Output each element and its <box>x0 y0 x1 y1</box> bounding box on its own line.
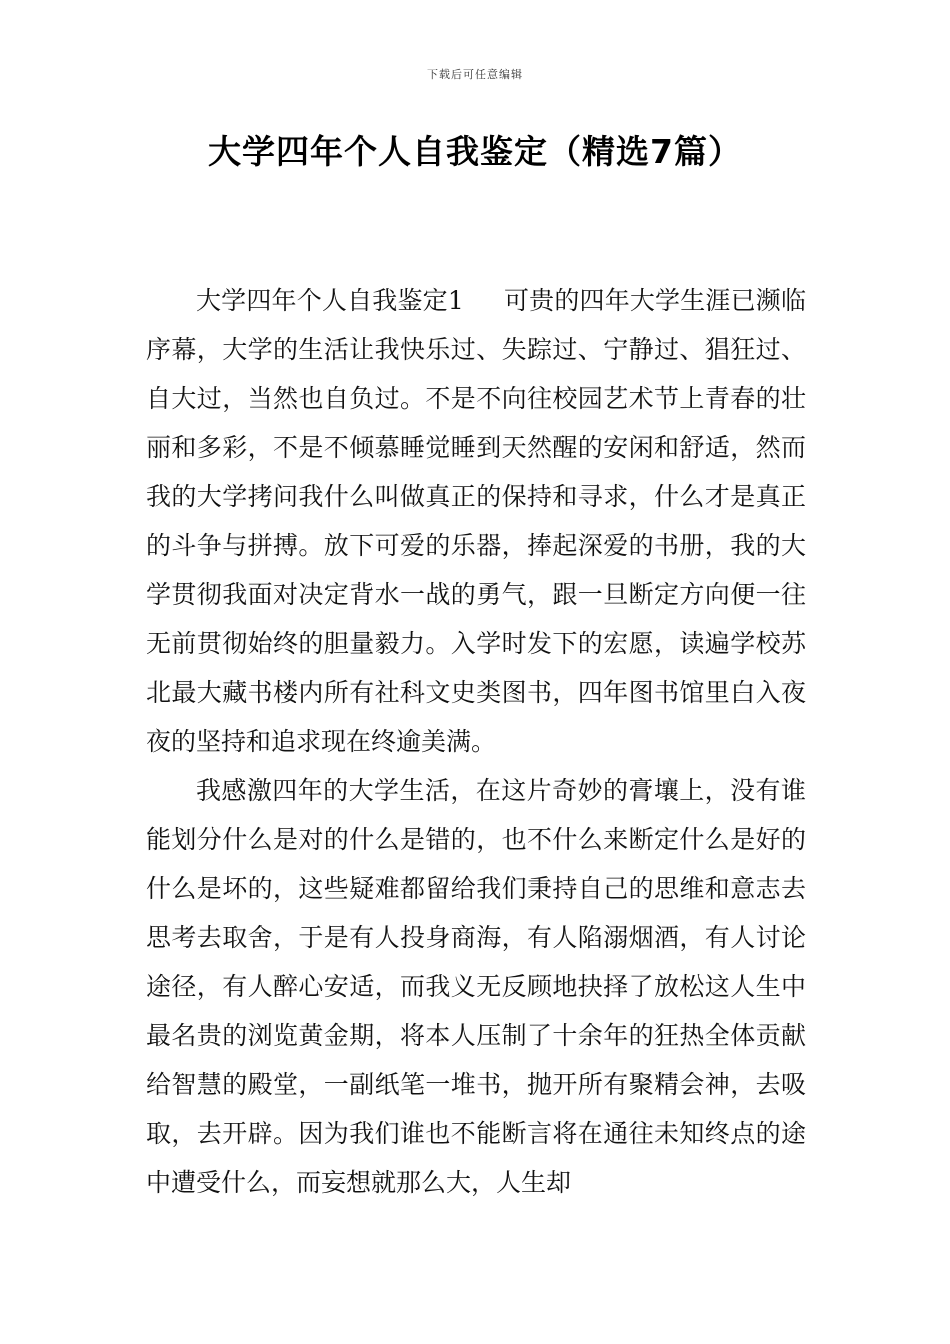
paragraph-1 <box>146 276 806 766</box>
header-note: 下载后可任意编辑 <box>427 68 523 81</box>
paragraph-1-heading: 大学四年个人自我鉴定1 <box>196 286 464 315</box>
document-title: 大学四年个人自我鉴定（精选7篇） <box>208 132 742 171</box>
paragraph-1-text: 可贵的四年大学生涯已濒临序幕，大学的生活让我快乐过、失踪过、宁静过、猖狂过、自大过，当然也自负过。不是不向往校园艺术节上青春的壮丽和多彩，不是不倾慕睡觉睡到天然醒的安闲和舒适，然而我的大学拷问我什么叫做真正的保持和寻求，什么才是真正的斗争与拼搏。放下可爱的乐器，捧起深爱的书册，我的大学贯彻我面对决定背水一战的勇气，跟一旦断定方向便一往无前贯彻始终的胆量毅力。入学时发下的宏愿，读遍学校苏北最大藏书楼内所有社科文史类图书，四年图书馆里白入夜夜的坚持和追求现在终逾美满。 <box>146 286 806 756</box>
document-body <box>146 276 806 1207</box>
paragraph-2-text: 我感激四年的大学生活，在这片奇妙的膏壤上，没有谁能划分什么是对的什么是错的，也不什么来断定什么是好的什么是坏的，这些疑难都留给我们秉持自己的思维和意志去思考去取舍，于是有人投身商海，有人陷溺烟酒，有人讨论途径，有人醉心安适，而我义无反顾地抉择了放松这人生中最名贵的浏览黄金期，将本人压制了十余年的狂热全体贡献给智慧的殿堂，一副纸笔一堆书，抛开所有聚精会神，去吸取，去开辟。因为我们谁也不能断言将在通往未知终点的途中遭受什么，而妄想就那么大，人生却 <box>146 776 806 1197</box>
paragraph-2 <box>146 766 806 1207</box>
